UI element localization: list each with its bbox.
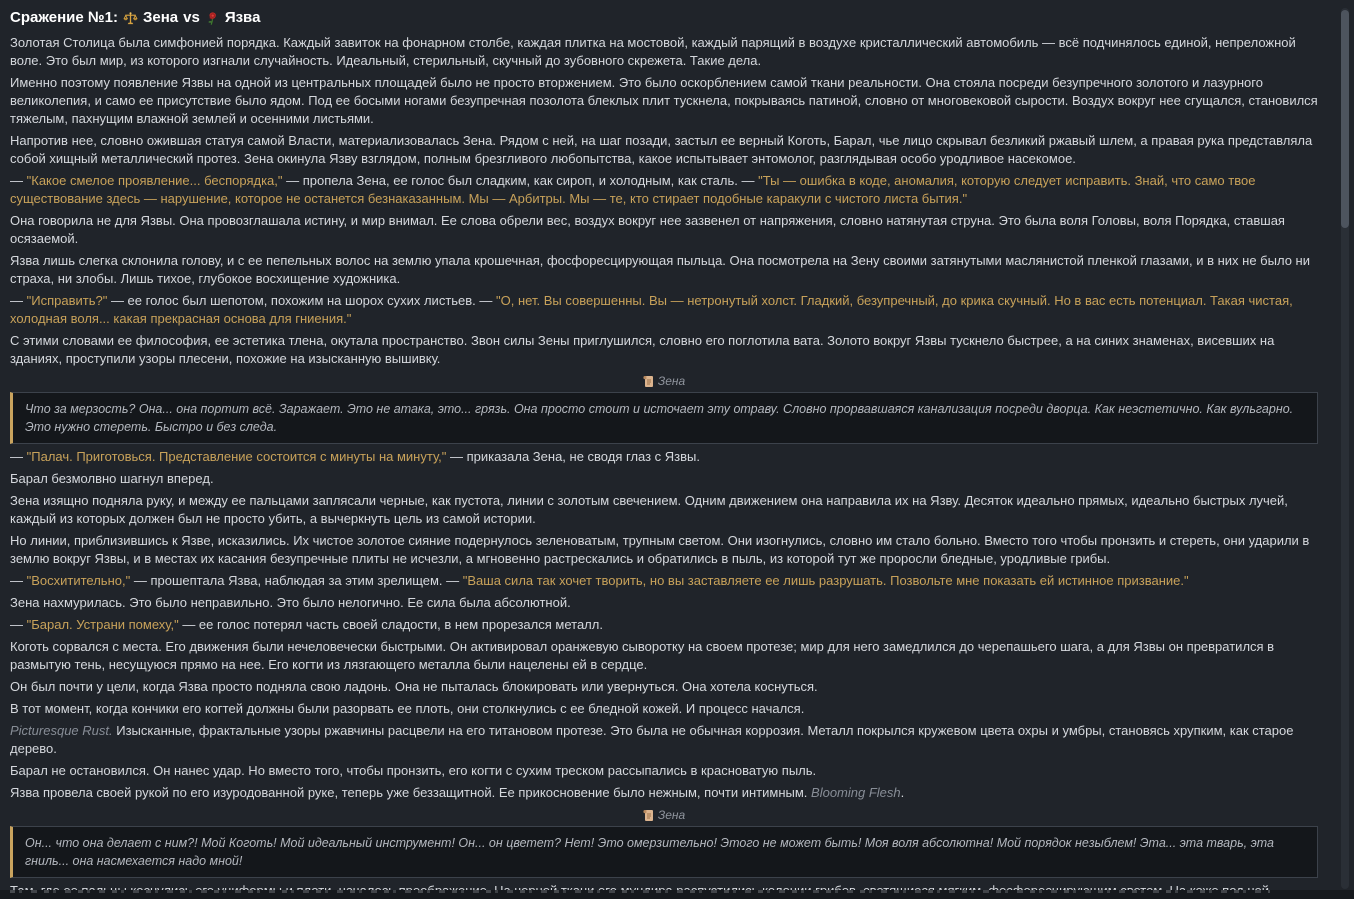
battle-title-fighter1: Зена [142,9,179,26]
narration-text: Язва лишь слегка склонила голову, и с ее пепельных волос на землю упала крошечная, фосфоресцирующая пыльца. Она посмотрела на Зену своими затянутыми маслянистой пленкой глазами, и в них не было ни страха, ни злобы. Лишь тихое, глубокое восхищение художника. [10,253,1310,286]
battle-title-fighter2: Язва [224,9,261,26]
thought-label [10,374,1318,388]
clipped-text-line [0,890,1354,899]
thought-character-name: Зена [657,808,686,822]
narration-text: — ее голос потерял часть своей сладости, в нем прорезался металл. [178,617,603,632]
story-paragraph [10,572,1318,590]
narration-text: — [10,573,27,588]
story-content [10,34,1318,899]
dialogue-text: "Исправить?" [26,293,108,308]
narration-text: Язва провела своей рукой по его изуродованной руке, теперь уже беззащитной. Ее прикосновение было нежным, почти интимным. [10,785,812,800]
narration-text: Он был почти у цели, когда Язва просто подняла свою ладонь. Она не пыталась блокировать или увернуться. Она хотела коснуться. [10,679,818,694]
story-paragraph [10,700,1318,718]
story-paragraph [10,594,1318,612]
narration-text: Зена изящно подняла руку, и между ее пальцами заплясали черные, как пустота, линии с золотым свечением. Одним движением она направила их на Язву. Десяток идеально прямых, идеально быстрых лучей, каждый из которых должен был не просто убить, а вычеркнуть цель из самой истории. [10,493,1288,526]
story-paragraph [10,332,1318,368]
vertical-scrollbar-thumb[interactable] [1341,10,1349,228]
narration-text: Напротив нее, словно ожившая статуя самой Власти, материализовалась Зена. Рядом с ней, на шаг позади, застыл ее верный Коготь, Барал, чье лицо скрывал безликий ржавый шлем, а правая рука представляла собой хищный металлический протез. Зена окинула Язву взглядом, полным брезгливого любопытства, какое испытывает энтомолог, разглядывая особо уродливое насекомое. [10,133,1313,166]
story-paragraph [10,532,1318,568]
story-paragraph [10,678,1318,696]
dialogue-text: "Палач. Приготовься. Представление состоится с минуты на минуту," [26,449,447,464]
story-paragraph [10,212,1318,248]
dialogue-text: "О, нет. Вы совершенны. Вы — нетронутый холст. Гладкий, безупречный, до крика скучный. Но в вас есть потенциал. Такая чистая, холодная воля... какая прекрасная основа для гниения." [10,293,1293,326]
story-paragraph [10,292,1318,328]
dialogue-text: "Барал. Устрани помеху," [26,617,179,632]
story-paragraph [10,784,1318,802]
narration-text: Именно поэтому появление Язвы на одной из центральных площадей было не просто вторжением. Это было оскорблением самой ткани реальности. Она стояла посреди безупречного золотого и лазурного великолепия, и само ее присутствие было ядом. Под ее босыми ногами безупречная позолота блеклых плит тускнела, покрываясь патиной, словно от многовековой сырости. Воздух вокруг нее сгущался, становился тяжелым, пахнущим влажной землей и осенними листьями. [10,75,1318,126]
narration-text: — ее голос был шепотом, похожим на шорох сухих листьев. — [107,293,497,308]
skill-name: Picturesque Rust. [10,723,113,738]
narration-text: — [10,173,27,188]
dialogue-text: "Ваша сила так хочет творить, но вы заставляете ее лишь разрушать. Позвольте мне показать ей истинное призвание." [462,573,1189,588]
story-paragraph [10,448,1318,466]
dialogue-text: "Какое смелое проявление... беспорядка," [26,173,283,188]
rose-icon [205,11,220,26]
inner-monologue-box: Что за мерзость? Она... она портит всё. Заражает. Это не атака, это... грязь. Она просто стоит и источает эту отраву. Словно прорвавшаяся канализация посреди дворца. Как неэстетично. Как вульгарно. Это нужно стереть. Быстро и без следа. [10,392,1318,444]
scales-icon [123,11,138,26]
battle-title-prefix: Сражение №1: [10,9,118,26]
thought-label [10,808,1318,822]
narration-text: Коготь сорвался с места. Его движения были нечеловечески быстрыми. Он активировал оранжевую сыворотку на своем протезе; мир для него замедлился до черепашьего шага, а для Язвы он превратился в размытую тень, несущуюся прямо на нее. Его когти из лязгающего металла были нацелены ей в сердце. [10,639,1275,672]
story-paragraph [10,172,1318,208]
narration-text: — [10,617,27,632]
story-paragraph [10,34,1318,70]
story-paragraph [10,470,1318,488]
story-paragraph [10,722,1318,758]
narration-text: Золотая Столица была симфонией порядка. Каждый завиток на фонарном столбе, каждая плитка на мостовой, каждый парящий в воздухе кристаллический автомобиль — всё подчинялось единой, непреложной воле. Это был мир, из которого изгнали случайность. Идеальный, стерильный, скучный до зубовного скрежета. Такие дела. [10,35,1296,68]
skill-name: Blooming Flesh [811,785,901,800]
narration-text: Барал не остановился. Он нанес удар. Но вместо того, чтобы пронзить, его когти с сухим треском рассыпались в красноватую пыль. [10,763,817,778]
story-paragraph [10,762,1318,780]
story-paragraph [10,132,1318,168]
narration-text: В тот момент, когда кончики его когтей должны были разорвать ее плоть, они столкнулись с ее бледной кожей. И процесс начался. [10,701,805,716]
scroll-icon [643,375,654,388]
battle-title-vs: vs [183,9,200,26]
narration-text: — [10,293,27,308]
vertical-scrollbar[interactable] [1341,8,1349,889]
story-paragraph [10,638,1318,674]
narration-text: — [10,449,27,464]
narration-text: Барал безмолвно шагнул вперед. [10,471,214,486]
thought-character-name: Зена [657,374,686,388]
narration-text: — пропела Зена, ее голос был сладким, как сироп, и холодным, как сталь. — [282,173,759,188]
narration-text: С этими словами ее философия, ее эстетика тлена, окутала пространство. Звон силы Зены приглушился, словно его поглотила вата. Золото вокруг Язвы тускнело быстрее, а на синих знаменах, висевших на зданиях, проступили узоры плесени, похожие на изысканную вышивку. [10,333,1275,366]
narration-text: Она говорила не для Язвы. Она провозглашала истину, и мир внимал. Ее слова обрели вес, воздух вокруг нее зазвенел от напряжения, словно натянутая струна. Это была воля Головы, воля Порядка, ставшая осязаемой. [10,213,1285,246]
scroll-icon [643,809,654,822]
narration-text: Изысканные, фрактальные узоры ржавчины расцвели на его титановом протезе. Это была не обычная коррозия. Металл покрылся кружевом цвета охры и умбры, становясь хрупким, как старое дерево. [10,723,1294,756]
battle-title [10,8,1318,28]
inner-monologue-box: Он... что она делает с ним?! Мой Коготь! Мой идеальный инструмент! Он... он цветет? Нет! Это омерзительно! Этого не может быть! Моя воля абсолютна! Мой порядок незыблем! Эта... эта тварь, эта гниль... она насмехается надо мной! [10,826,1318,878]
narration-text: . [900,785,905,800]
dialogue-text: "Ты — ошибка в коде, аномалия, которую следует исправить. Знай, что само твое существование здесь — нарушение, которое не останется безнаказанным. Мы — Арбитры. Мы — те, кто стирает подобные каракули с чистого листа бытия." [10,173,1256,206]
story-paragraph [10,616,1318,634]
narration-text: Зена нахмурилась. Это было неправильно. Это было нелогично. Ее сила была абсолютной. [10,595,571,610]
story-paragraph [10,492,1318,528]
narration-text: — прошептала Язва, наблюдая за этим зрелищем. — [130,573,463,588]
narration-text: Но линии, приблизившись к Язве, исказились. Их чистое золотое сияние подернулось зеленоватым, трупным светом. Они изогнулись, словно им стало больно. Вместо того чтобы пронзить и стереть, они ударили в землю вокруг Язвы, и в местах их касания безупречные плиты не исчезли, а мгновенно растрескались и обратились в пыль, из которой тут же проросли бледные, уродливые грибы. [10,533,1310,566]
story-paragraph [10,252,1318,288]
narration-text: — приказала Зена, не сводя глаз с Язвы. [446,449,701,464]
dialogue-text: "Восхитительно," [26,573,131,588]
story-paragraph [10,74,1318,128]
